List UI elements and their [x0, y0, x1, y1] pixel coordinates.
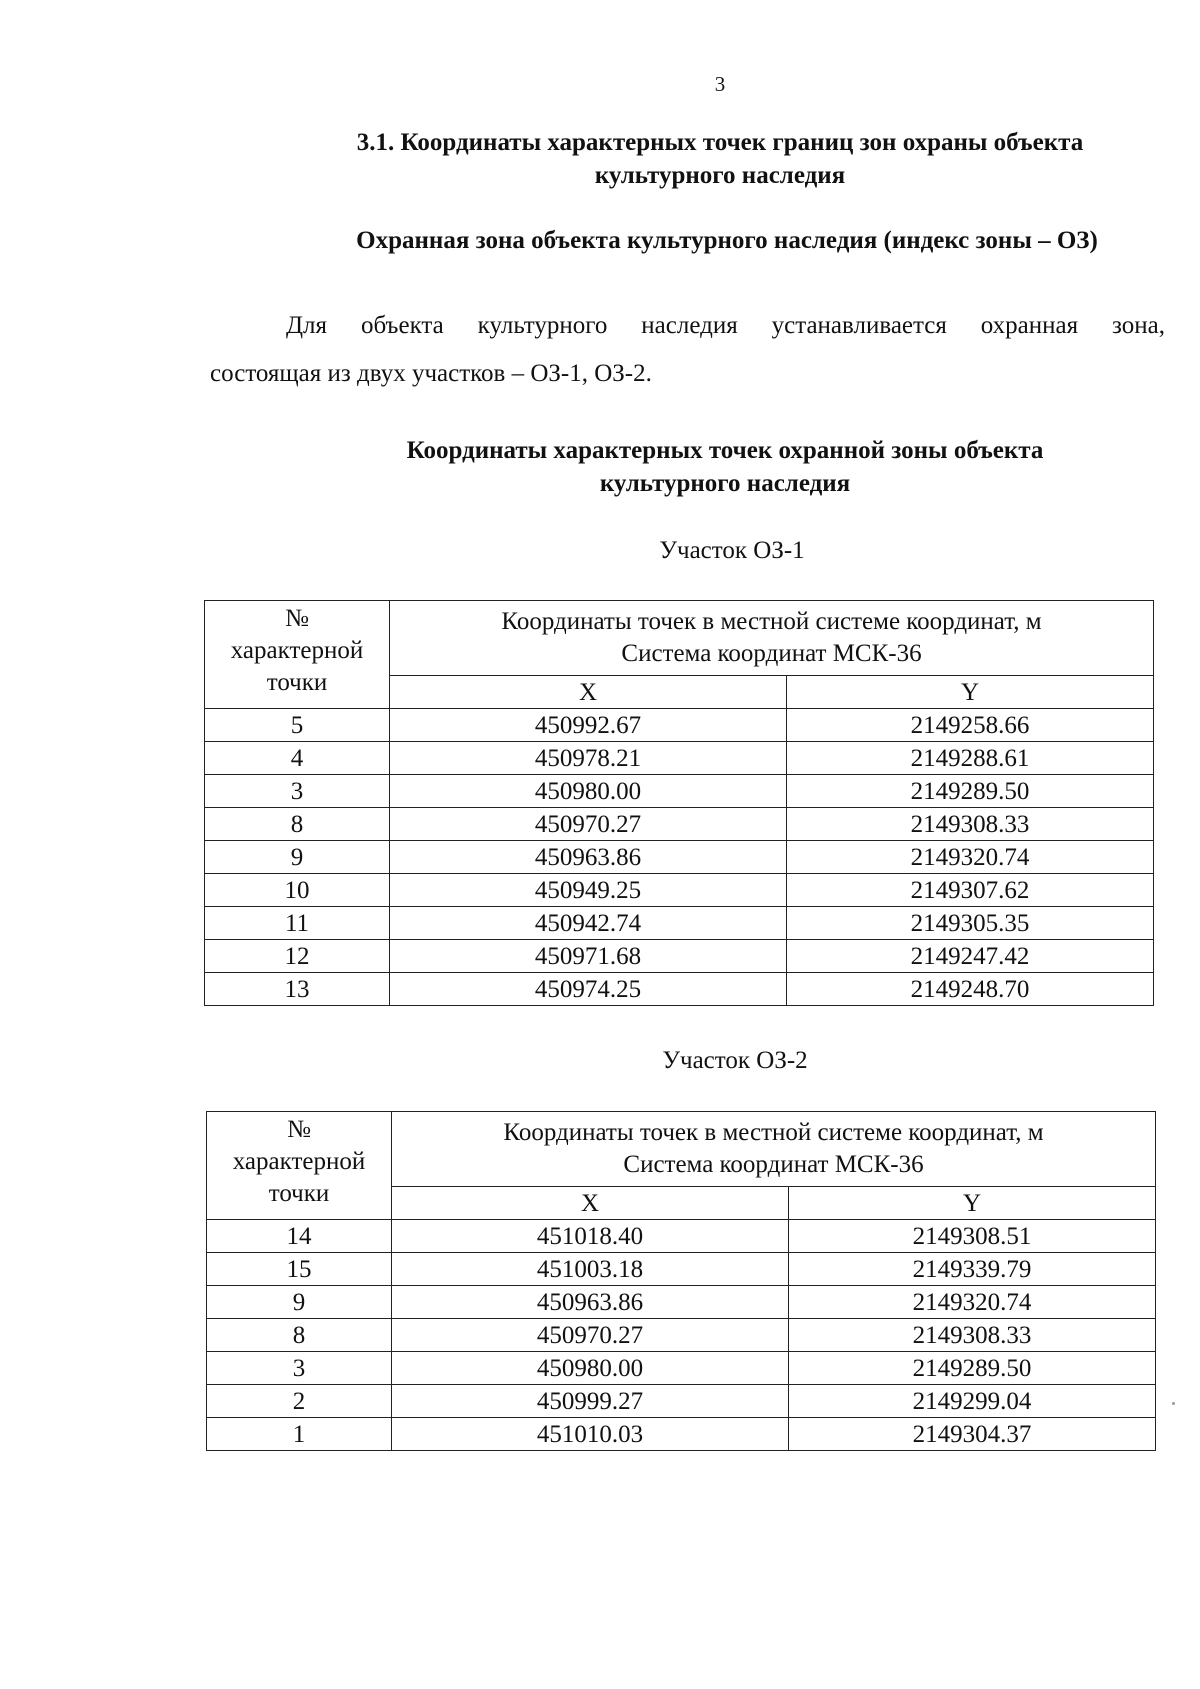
table-row: [205, 742, 1154, 775]
coordinates-heading-line-2: культурного наследия: [599, 470, 851, 497]
section-title: [290, 126, 1150, 192]
table-row: [205, 973, 1154, 1006]
cell-point-number: 9: [207, 1286, 392, 1319]
cell-x: 450980.00: [390, 775, 787, 808]
header-coordinates-line-1: Координаты точек в местной системе координат, м: [503, 1119, 1044, 1146]
table-body: [205, 601, 1154, 1006]
coordinates-table-oz1: [204, 600, 1154, 1006]
cell-x: 450992.67: [390, 709, 787, 742]
cell-point-number: 10: [205, 874, 390, 907]
table-row: [207, 1220, 1156, 1253]
cell-point-number: 11: [205, 907, 390, 940]
cell-y: 2149247.42: [787, 940, 1154, 973]
header-y: Y: [789, 1187, 1156, 1220]
header-point-line-2: характерной: [230, 637, 364, 664]
zone-heading: Охранная зона объекта культурного наследия (индекс зоны – ОЗ): [356, 227, 1098, 254]
table-row: [205, 808, 1154, 841]
header-coordinates: [392, 1112, 1156, 1187]
cell-y: 2149308.51: [789, 1220, 1156, 1253]
header-coordinates: [390, 601, 1154, 676]
cell-point-number: 3: [205, 775, 390, 808]
table-row: [207, 1385, 1156, 1418]
scan-artifact-dot: [1172, 1402, 1175, 1405]
cell-y: 2149339.79: [789, 1253, 1156, 1286]
cell-y: 2149258.66: [787, 709, 1154, 742]
table-header-row: [205, 601, 1154, 676]
cell-point-number: 15: [207, 1253, 392, 1286]
table-row: [205, 874, 1154, 907]
cell-point-number: 12: [205, 940, 390, 973]
header-x: X: [392, 1187, 789, 1220]
table-row: [205, 841, 1154, 874]
cell-x: 450971.68: [390, 940, 787, 973]
header-point-line-1: №: [285, 605, 309, 632]
table-body: [207, 1112, 1156, 1451]
cell-x: 450963.86: [392, 1286, 789, 1319]
cell-point-number: 14: [207, 1220, 392, 1253]
header-coordinates-line-2: Система координат МСК-36: [621, 640, 922, 667]
cell-x: 450974.25: [390, 973, 787, 1006]
cell-y: 2149248.70: [787, 973, 1154, 1006]
cell-y: 2149305.35: [787, 907, 1154, 940]
cell-y: 2149308.33: [789, 1319, 1156, 1352]
cell-y: 2149320.74: [787, 841, 1154, 874]
table-row: [205, 907, 1154, 940]
cell-point-number: 8: [207, 1319, 392, 1352]
table-row: [205, 940, 1154, 973]
header-point-number: [205, 601, 390, 709]
cell-x: 451010.03: [392, 1418, 789, 1451]
paragraph-line-1: Для объекта культурного наследия устанавливается охранная зона,: [286, 312, 1165, 339]
cell-y: 2149304.37: [789, 1418, 1156, 1451]
table-row: [207, 1286, 1156, 1319]
cell-point-number: 4: [205, 742, 390, 775]
cell-y: 2149320.74: [789, 1286, 1156, 1319]
table-header-row: [207, 1112, 1156, 1187]
table-row: [207, 1319, 1156, 1352]
section-title-line-2: культурного наследия: [594, 162, 846, 189]
page-number: 3: [714, 72, 726, 96]
cell-x: 450970.27: [390, 808, 787, 841]
header-y: Y: [787, 676, 1154, 709]
cell-x: 450970.27: [392, 1319, 789, 1352]
header-point-line-3: точки: [266, 669, 328, 696]
cell-y: 2149289.50: [789, 1352, 1156, 1385]
cell-x: 450999.27: [392, 1385, 789, 1418]
cell-y: 2149307.62: [787, 874, 1154, 907]
cell-point-number: 9: [205, 841, 390, 874]
cell-point-number: 8: [205, 808, 390, 841]
cell-x: 451003.18: [392, 1253, 789, 1286]
header-point-line-1: №: [287, 1116, 311, 1143]
section-label-oz2: Участок ОЗ-2: [662, 1047, 808, 1074]
cell-x: 450942.74: [390, 907, 787, 940]
cell-y: 2149308.33: [787, 808, 1154, 841]
header-coordinates-line-2: Система координат МСК-36: [623, 1151, 924, 1178]
table-row: [207, 1352, 1156, 1385]
cell-x: 450963.86: [390, 841, 787, 874]
cell-point-number: 2: [207, 1385, 392, 1418]
paragraph-line-2: состоящая из двух участков – ОЗ-1, ОЗ-2.: [210, 360, 652, 387]
cell-y: 2149299.04: [789, 1385, 1156, 1418]
intro-paragraph: [210, 302, 1165, 398]
table-row: [207, 1418, 1156, 1451]
section-title-line-1: 3.1. Координаты характерных точек границ зон охраны объекта: [356, 129, 1084, 156]
coordinates-heading-line-1: Координаты характерных точек охранной зоны объекта: [406, 437, 1044, 464]
header-coordinates-line-1: Координаты точек в местной системе координат, м: [501, 608, 1042, 635]
header-x: X: [390, 676, 787, 709]
table-row: [205, 775, 1154, 808]
table-row: [207, 1253, 1156, 1286]
header-point-number: [207, 1112, 392, 1220]
header-point-line-3: точки: [268, 1180, 330, 1207]
header-point-line-2: характерной: [232, 1148, 366, 1175]
cell-y: 2149289.50: [787, 775, 1154, 808]
cell-x: 450978.21: [390, 742, 787, 775]
cell-point-number: 5: [205, 709, 390, 742]
cell-x: 450949.25: [390, 874, 787, 907]
section-label-oz1: Участок ОЗ-1: [659, 537, 805, 564]
coordinates-table-oz2: [206, 1111, 1156, 1451]
cell-x: 451018.40: [392, 1220, 789, 1253]
cell-point-number: 13: [205, 973, 390, 1006]
coordinates-heading: [330, 434, 1120, 500]
cell-x: 450980.00: [392, 1352, 789, 1385]
cell-point-number: 1: [207, 1418, 392, 1451]
table-row: [205, 709, 1154, 742]
cell-y: 2149288.61: [787, 742, 1154, 775]
cell-point-number: 3: [207, 1352, 392, 1385]
